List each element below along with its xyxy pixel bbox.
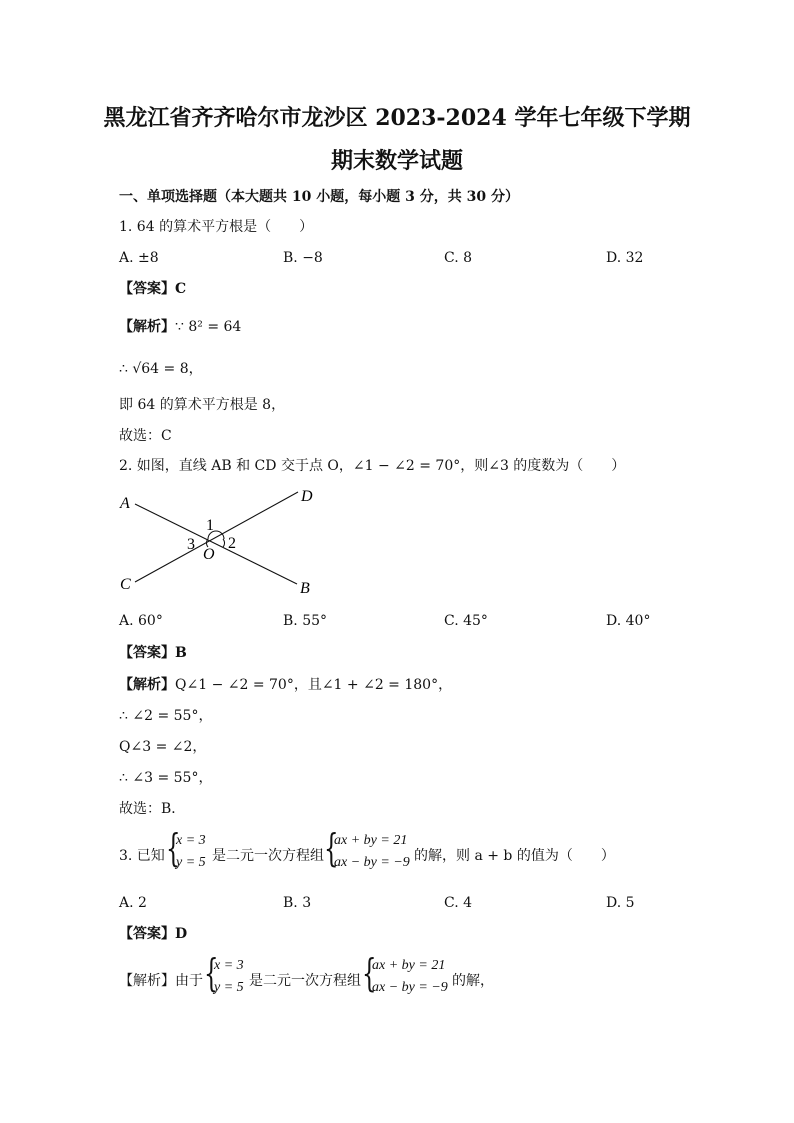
point-b-label: B [300,580,310,597]
q1-analysis-line2: ∴ √64 = 8， [119,361,203,377]
q3-analysis-pre: 【解析】由于 [119,973,203,989]
q2-answer: 【答案】B [119,645,187,661]
document-title-line1: 黑龙江省齐齐哈尔市龙沙区 2023-2024 学年七年级下学期 [103,105,691,131]
q2-option-b: B. 55° [283,613,328,629]
q1-analysis-line1 [119,318,241,336]
brace-icon: { [166,826,181,870]
angle-2-label: 2 [228,535,236,552]
q3-option-c: C. 4 [444,895,473,911]
q3-analysis-sys1-top: x = 3 [214,958,244,973]
q3-answer: 【答案】D [119,926,188,942]
q3-stem-mid: 是二元一次方程组 [212,848,324,864]
q3-sys2-top: ax + by = 21 [334,833,408,848]
angle-3-label: 3 [187,536,195,553]
q2-analysis-line4: ∴ ∠3 = 55°， [119,770,213,786]
q3-option-b: B. 3 [283,895,312,911]
q3-sys1-bot: y = 5 [176,855,206,870]
document-title-line2: 期末数学试题 [330,148,463,174]
brace-icon: { [362,951,377,995]
brace-icon: { [324,826,339,870]
q3-analysis-post: 的解， [452,973,494,989]
q3-stem-pre: 3. 已知 [119,848,165,864]
q3-option-d: D. 5 [606,895,635,911]
line-ab [135,504,297,584]
section-heading: 一、单项选择题（本大题共 10 小题，每小题 3 分，共 30 分） [119,189,519,205]
q2-option-c: C. 45° [444,613,488,629]
point-c-label: C [120,576,131,593]
q3-analysis-sys2-top: ax + by = 21 [372,958,446,973]
point-a-label: A [120,495,130,512]
q2-option-d: D. 40° [606,613,651,629]
q2-conclusion: 故选：B． [119,801,186,817]
line-cd [135,492,298,582]
q3-stem-post: 的解，则 a + b 的值为（ ） [414,848,615,864]
q2-analysis-label: 【解析】 [119,677,175,693]
q2-stem: 2. 如图，直线 AB 和 CD 交于点 O，∠1 − ∠2 = 70°，则∠3 的度数为（ ） [119,458,626,474]
q1-answer: 【答案】C [119,281,187,297]
q3-analysis-mid: 是二元一次方程组 [249,973,361,989]
q2-analysis-text1: Q∠1 − ∠2 = 70°，且∠1 + ∠2 = 180°， [175,677,453,693]
q1-option-c: C. 8 [444,250,473,266]
angle-1-label: 1 [206,517,214,534]
q1-stem: 1. 64 的算术平方根是（ ） [119,219,314,235]
q3-sys1-top: x = 3 [176,833,206,848]
q2-analysis-line1 [119,676,452,694]
q1-analysis-text1: ∵ 8² = 64 [175,319,242,335]
point-o-label: O [203,546,215,563]
q1-analysis-line3: 即 64 的算术平方根是 8， [119,397,286,413]
angle-arc-2 [223,539,225,547]
q2-analysis-line3: Q∠3 = ∠2， [119,739,207,755]
q2-intersecting-lines-figure [115,485,330,600]
q1-conclusion: 故选：C [119,428,172,444]
point-d-label: D [301,488,313,505]
q1-option-d: D. 32 [606,250,644,266]
q2-option-a: A. 60° [119,613,163,629]
q2-analysis-line2: ∴ ∠2 = 55°， [119,708,213,724]
q1-option-a: A. ±8 [119,250,159,266]
q3-option-a: A. 2 [119,895,147,911]
q3-sys2-bot: ax − by = −9 [334,855,410,870]
q3-analysis-sys2-bot: ax − by = −9 [372,980,448,995]
brace-icon: { [204,951,219,995]
q1-option-b: B. −8 [283,250,323,266]
q1-analysis-label: 【解析】 [119,319,175,335]
q3-analysis-sys1-bot: y = 5 [214,980,244,995]
